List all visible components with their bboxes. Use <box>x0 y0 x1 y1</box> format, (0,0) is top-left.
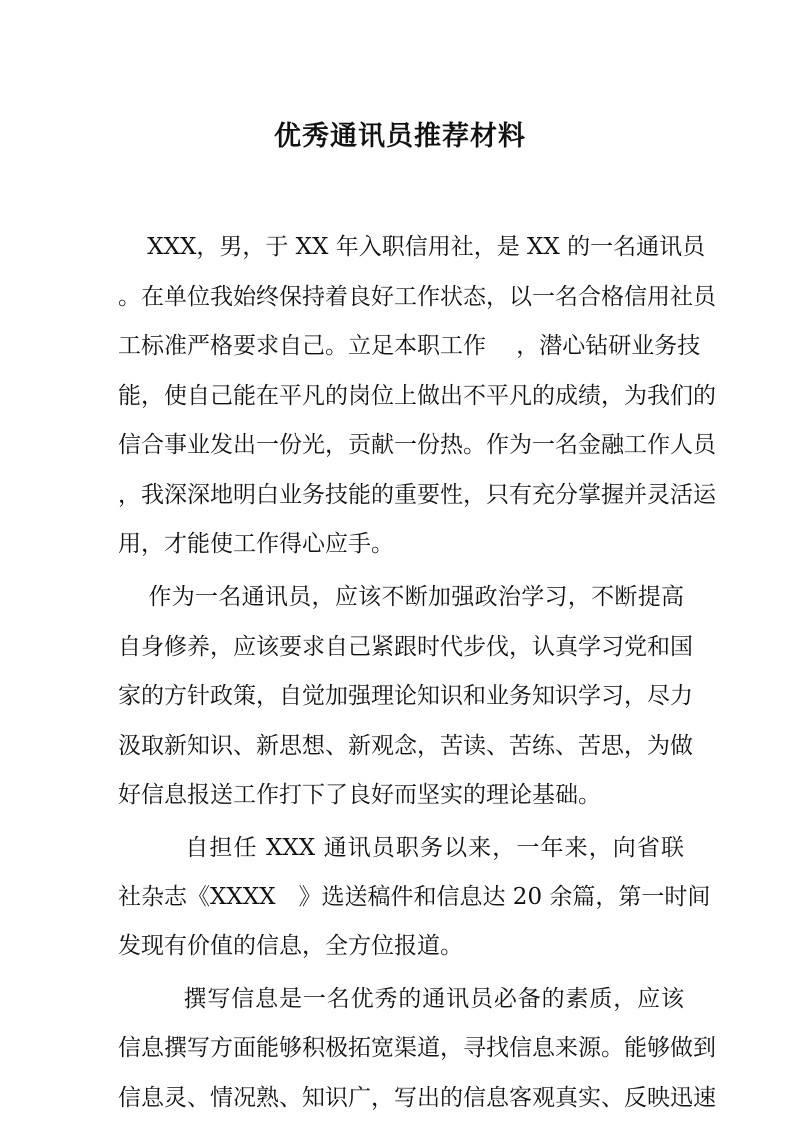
paragraph-1-line-2: 。在单位我始终保持着良好工作状态，以一名合格信用社员 <box>118 284 716 310</box>
document-title: 优秀通讯员推荐材料 <box>274 121 526 152</box>
paragraph-2-line-4: 汲取新知识、新思想、新观念，苦读、苦练、苦思，为做 <box>118 733 693 759</box>
paragraph-2-line-5: 好信息报送工作打下了良好而坚实的理论基础。 <box>118 782 601 808</box>
paragraph-1-line-7: 用，才能使工作得心应手。 <box>118 531 394 557</box>
paragraph-2-line-3: 家的方针政策，自觉加强理论知识和业务知识学习，尽力 <box>118 683 693 709</box>
paragraph-1-line-4: 能，使自己能在平凡的岗位上做出不平凡的成绩，为我们的 <box>118 383 716 409</box>
paragraph-1-line-3: 工标准严格要求自己。立足本职工作 ，潜心钻研业务技 <box>118 333 701 359</box>
paragraph-2-line-2: 自身修养，应该要求自己紧跟时代步伐，认真学习党和国 <box>118 634 693 660</box>
paragraph-1-line-6: ，我深深地明白业务技能的重要性，只有充分掌握并灵活运 <box>118 482 716 508</box>
paragraph-2-line-1: 作为一名通讯员，应该不断加强政治学习，不断提高 <box>118 584 684 610</box>
paragraph-3-line-3: 发现有价值的信息，全方位报道。 <box>118 933 463 959</box>
paragraph-4-line-1: 撰写信息是一名优秀的通讯员必备的素质，应该 <box>118 986 684 1012</box>
paragraph-1-line-1: XXX，男，于 XX 年入职信用社，是 XX 的一名通讯员 <box>118 234 706 260</box>
paragraph-1-line-5: 信合事业发出一份光，贡献一份热。作为一名金融工作人员 <box>118 432 716 458</box>
paragraph-3-line-2: 社杂志《XXXX 》选送稿件和信息达 20 余篇，第一时间 <box>118 884 711 910</box>
paragraph-4-line-3: 信息灵、情况熟、知识广，写出的信息客观真实、反映迅速 <box>118 1085 716 1111</box>
paragraph-4-line-2: 信息撰写方面能够积极拓宽渠道，寻找信息来源。能够做到 <box>118 1035 716 1061</box>
paragraph-3-line-1: 自担任 XXX 通讯员职务以来，一年来，向省联 <box>118 835 684 861</box>
